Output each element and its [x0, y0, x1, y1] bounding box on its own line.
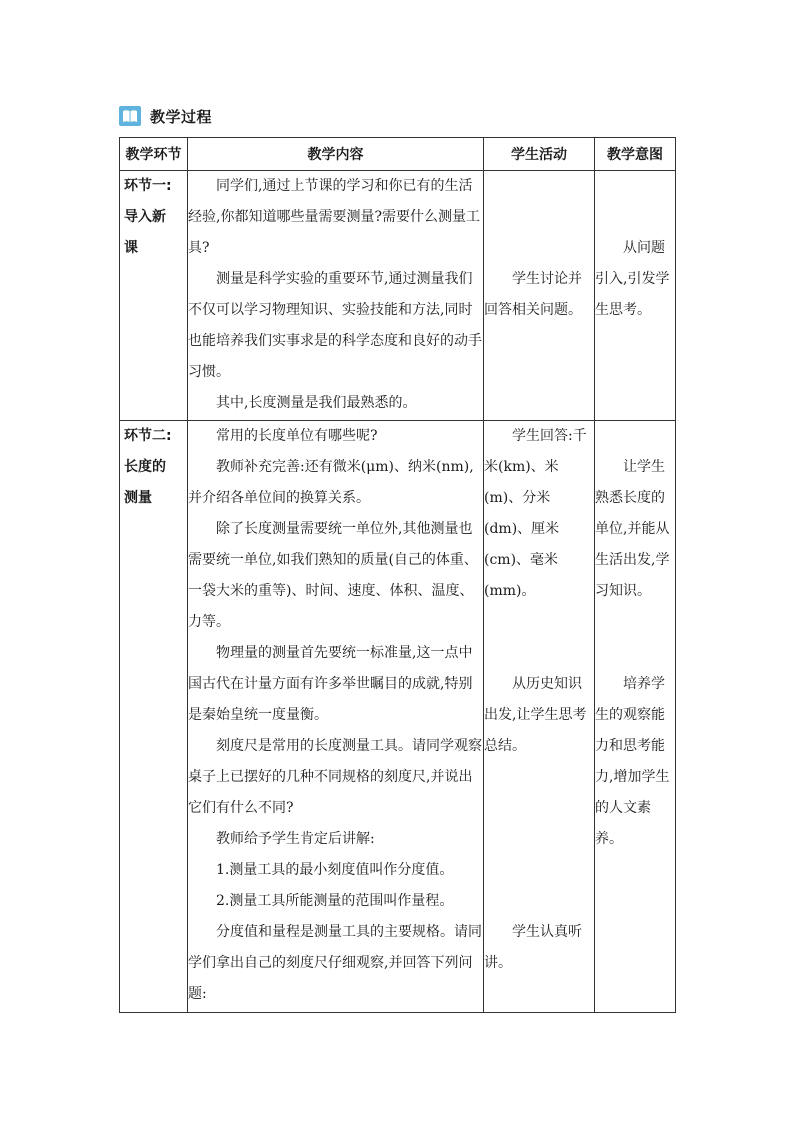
content-paragraph: 2.测量工具所能测量的范围叫作量程。	[216, 893, 454, 909]
stage-line: 导入新	[124, 209, 166, 225]
activity-text: 学生讨论并回答相关问题。	[484, 271, 582, 318]
table-header-row	[120, 138, 676, 171]
content-paragraph: 物理量的测量首先要统一标准量,这一点中国古代在计量方面有许多举世瞩目的成就,特别是秦始皇统一度量衡。	[188, 645, 473, 723]
content-paragraph: 常用的长度单位有哪些呢?	[216, 428, 378, 444]
intent-text: 培养学生的观察能力和思考能力,增加学生的人文素养。	[595, 676, 670, 847]
content-paragraph: 刻度尺是常用的长度测量工具。请同学观察桌子上已摆好的几种不同规格的刻度尺,并说出它们有什么不同?	[188, 738, 482, 816]
stage-cell	[120, 171, 188, 421]
activity-text: 学生认真听讲。	[484, 924, 582, 971]
content-paragraph: 教师补充完善:还有微米(μm)、纳米(nm),并介绍各单位间的换算关系。	[188, 459, 474, 506]
intent-text: 从问题引入,引发学生思考。	[595, 240, 670, 318]
header-content: 教学内容	[188, 138, 484, 171]
activity-text: 从历史知识出发,让学生思考总结。	[484, 676, 587, 754]
stage-line: 长度的	[124, 459, 166, 475]
content-cell	[188, 421, 484, 1013]
section-header	[119, 104, 212, 128]
content-paragraph: 分度值和量程是测量工具的主要规格。请同学们拿出自己的刻度尺仔细观察,并回答下列问题:	[188, 924, 482, 1002]
header-activity: 学生活动	[484, 138, 595, 171]
book-icon	[119, 106, 141, 126]
content-paragraph: 除了长度测量需要统一单位外,其他测量也需要统一单位,如我们熟知的质量(自己的体重、一袋大米的重等)、时间、速度、体积、温度、力等。	[188, 521, 478, 630]
content-paragraph: 同学们,通过上节课的学习和你已有的生活经验,你都知道哪些量需要测量?需要什么测量工具?	[188, 178, 480, 256]
activity-text: 学生回答:千米(km)、米(m)、分米(dm)、厘米(cm)、毫米(mm)。	[484, 428, 587, 599]
activity-cell	[484, 171, 595, 421]
stage-line: 环节二:	[124, 428, 172, 444]
lesson-table	[119, 137, 676, 1013]
header-stage: 教学环节	[120, 138, 188, 171]
stage-line: 环节一:	[124, 178, 172, 194]
content-paragraph: 其中,长度测量是我们最熟悉的。	[216, 395, 417, 411]
intent-cell	[595, 421, 676, 1013]
intent-text: 让学生熟悉长度的单位,并能从生活出发,学习知识。	[595, 459, 670, 599]
stage-line: 测量	[124, 490, 152, 506]
content-paragraph: 1.测量工具的最小刻度值叫作分度值。	[216, 862, 454, 878]
content-cell	[188, 171, 484, 421]
content-paragraph: 测量是科学实验的重要环节,通过测量我们不仅可以学习物理知识、实验技能和方法,同时也能培养我们实事求是的科学态度和良好的动手习惯。	[188, 271, 482, 380]
intent-cell	[595, 171, 676, 421]
header-intent: 教学意图	[595, 138, 676, 171]
content-paragraph: 教师给予学生肯定后讲解:	[216, 831, 375, 847]
stage-line: 课	[124, 240, 138, 256]
stage-cell	[120, 421, 188, 1013]
section-title: 教学过程	[150, 107, 213, 126]
table-row	[120, 171, 676, 421]
table-row	[120, 421, 676, 1013]
activity-cell	[484, 421, 595, 1013]
